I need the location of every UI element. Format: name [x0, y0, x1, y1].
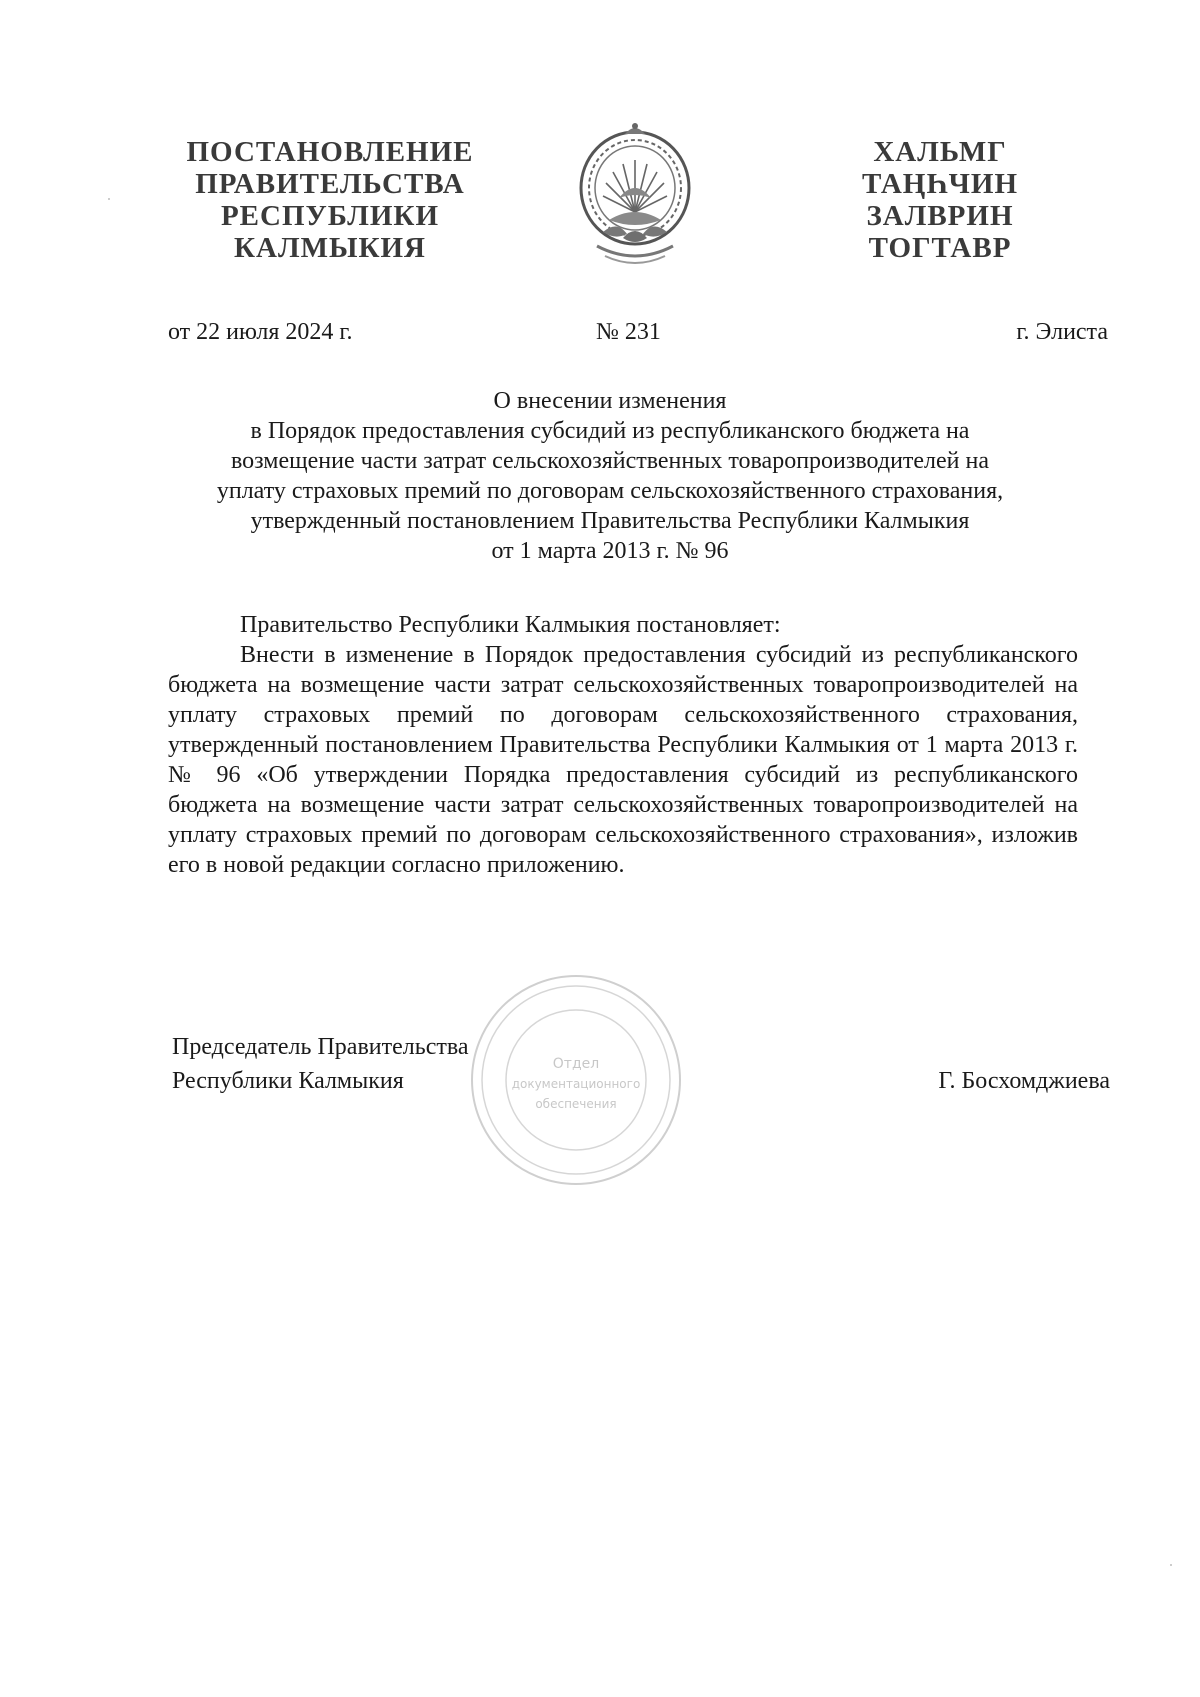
header-line: ПОСТАНОВЛЕНИЕ	[186, 136, 474, 168]
title-line: в Порядок предоставления субсидий из республиканского бюджета на	[250, 418, 970, 444]
signatory-position-line: Республики Калмыкия	[172, 1068, 404, 1094]
header-line: ЗАЛВРИН	[866, 200, 1014, 232]
header-line: КАЛМЫКИЯ	[234, 232, 426, 264]
header-line: ТОГТАВР	[868, 232, 1012, 264]
scan-speck	[108, 198, 110, 200]
title-line: О внесении изменения	[493, 388, 727, 414]
signatory-position-line: Председатель Правительства	[172, 1034, 469, 1060]
issuer-header-russian	[180, 136, 480, 264]
header-line: ПРАВИТЕЛЬСТВА	[195, 168, 465, 200]
stamp-line: Отдел	[552, 1056, 600, 1072]
title-line: уплату страховых премий по договорам сельскохозяйственного страхования,	[216, 478, 1004, 504]
document-number: № 231	[596, 319, 661, 345]
header-line: РЕСПУБЛИКИ	[220, 200, 440, 232]
official-stamp-icon	[468, 972, 684, 1188]
scan-speck	[1170, 1564, 1172, 1566]
document-city: г. Элиста	[1016, 319, 1108, 345]
document-title	[150, 386, 1070, 566]
signatory-name: Г. Босхомджиева	[938, 1068, 1110, 1094]
title-line: утвержденный постановлением Правительства Республики Калмыкия	[250, 508, 970, 534]
signatory-position	[172, 1030, 469, 1098]
stamp-line: документационного	[511, 1077, 641, 1091]
header-line: ТАҢҺЧИН	[861, 168, 1019, 200]
header-line: ХАЛЬМГ	[873, 136, 1007, 168]
document-date: от 22 июля 2024 г.	[168, 319, 353, 345]
body-paragraph: Внести в изменение в Порядок предоставления субсидий из республиканского бюджета на возмещение части затрат сельскохозяйственных товаропроизводителей на уплату страховых премий по договорам сельскохозяйственного страхования, утвержденный постановлением Правительства Республики Калмыкия от 1 марта 2013 г. № 96 «Об утверждении Порядка предоставления субсидий из республиканского бюджета на возмещение части затрат сельскохозяйственных товаропроизводителей на уплату страховых премий по договорам сельскохозяйственного страхования», изложив его в новой редакции согласно приложению.	[168, 642, 1078, 878]
preamble: Правительство Республики Калмыкия постановляет:	[240, 612, 781, 638]
issuer-header-kalmyk	[840, 136, 1040, 264]
title-line: возмещение части затрат сельскохозяйственных товаропроизводителей на	[230, 448, 990, 474]
title-line: от 1 марта 2013 г. № 96	[491, 538, 729, 564]
stamp-line: обеспечения	[535, 1097, 617, 1111]
coat-of-arms-icon	[575, 120, 695, 268]
